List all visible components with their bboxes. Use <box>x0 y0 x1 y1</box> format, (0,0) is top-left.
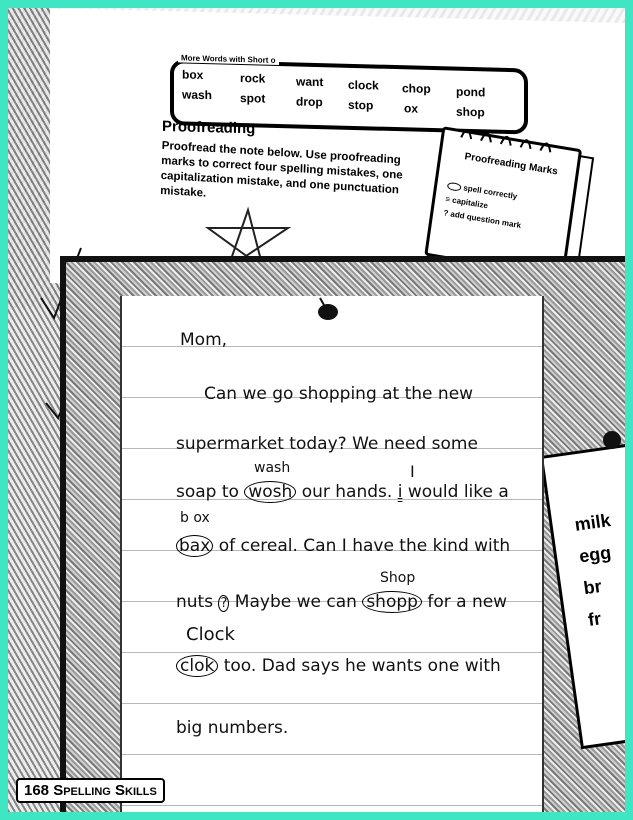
correction-shop: Shop <box>380 570 416 586</box>
word-item: rock <box>240 70 266 86</box>
capitalization-error: i <box>397 482 403 502</box>
note-line: Can we go shopping at the new <box>204 384 474 404</box>
section-title: Proofreading <box>162 117 256 138</box>
correction-box: b ox <box>180 510 210 526</box>
word-item: wash <box>182 87 213 103</box>
correction-clock: Clock <box>186 624 235 645</box>
worksheet-photo <box>8 8 625 812</box>
note-greeting: Mom, <box>180 330 228 350</box>
word-item: box <box>182 67 204 83</box>
note-line: bax of cereal. Can I have the kind with <box>176 536 510 556</box>
note-line: supermarket today? We need some <box>176 434 478 454</box>
note-line: nuts ? Maybe we can shopp for a new <box>176 592 508 612</box>
word-item: want <box>296 74 324 90</box>
misspelled-word: clok <box>176 655 218 677</box>
mark-question: ? add question mark <box>442 208 522 231</box>
correction-wash: wash <box>254 460 291 476</box>
misspelled-word: shopp <box>362 591 422 613</box>
word-item: clock <box>348 77 379 93</box>
grocery-item: fr <box>586 608 603 630</box>
pushpin-icon <box>308 290 348 330</box>
word-item: chop <box>402 81 431 96</box>
word-item: pond <box>456 84 486 100</box>
worksheet-sheet <box>50 8 625 298</box>
pushpin-icon <box>598 426 625 456</box>
question-mark-symbol: ? <box>442 208 449 218</box>
note-line: clok too. Dad says he wants one with <box>176 656 501 676</box>
misspelled-word: wosh <box>244 481 296 503</box>
word-item: drop <box>296 94 323 110</box>
word-item: spot <box>240 90 266 106</box>
inserted-question-mark: ? <box>220 596 228 611</box>
mark-capitalize: ≡ capitalize <box>444 194 489 211</box>
note-line: soap to wosh our hands. i would like a <box>176 482 509 502</box>
correction-capital-i: I <box>410 462 415 481</box>
word-item: shop <box>456 104 485 120</box>
marks-card-title: Proofreading Marks <box>463 151 559 178</box>
word-item: stop <box>348 97 374 113</box>
grocery-item: egg <box>577 542 613 567</box>
word-item: ox <box>404 101 419 116</box>
oval-mark-icon <box>447 181 462 191</box>
note-line: big numbers. <box>176 718 289 738</box>
mark-spell: spell correctly <box>447 181 518 202</box>
instructions: Proofread the note below. Use proofreading marks to correct four spelling mistakes, one capitalization mistake, and one punctuation mistake. <box>159 139 403 200</box>
triple-underline-icon: ≡ <box>444 194 451 205</box>
page-footer: 168 Spelling Skills <box>16 778 165 803</box>
word-list-title: More Words with Short o <box>178 53 279 65</box>
grocery-item: milk <box>573 510 612 535</box>
grocery-item: br <box>582 575 603 599</box>
misspelled-word: bax <box>176 535 213 557</box>
